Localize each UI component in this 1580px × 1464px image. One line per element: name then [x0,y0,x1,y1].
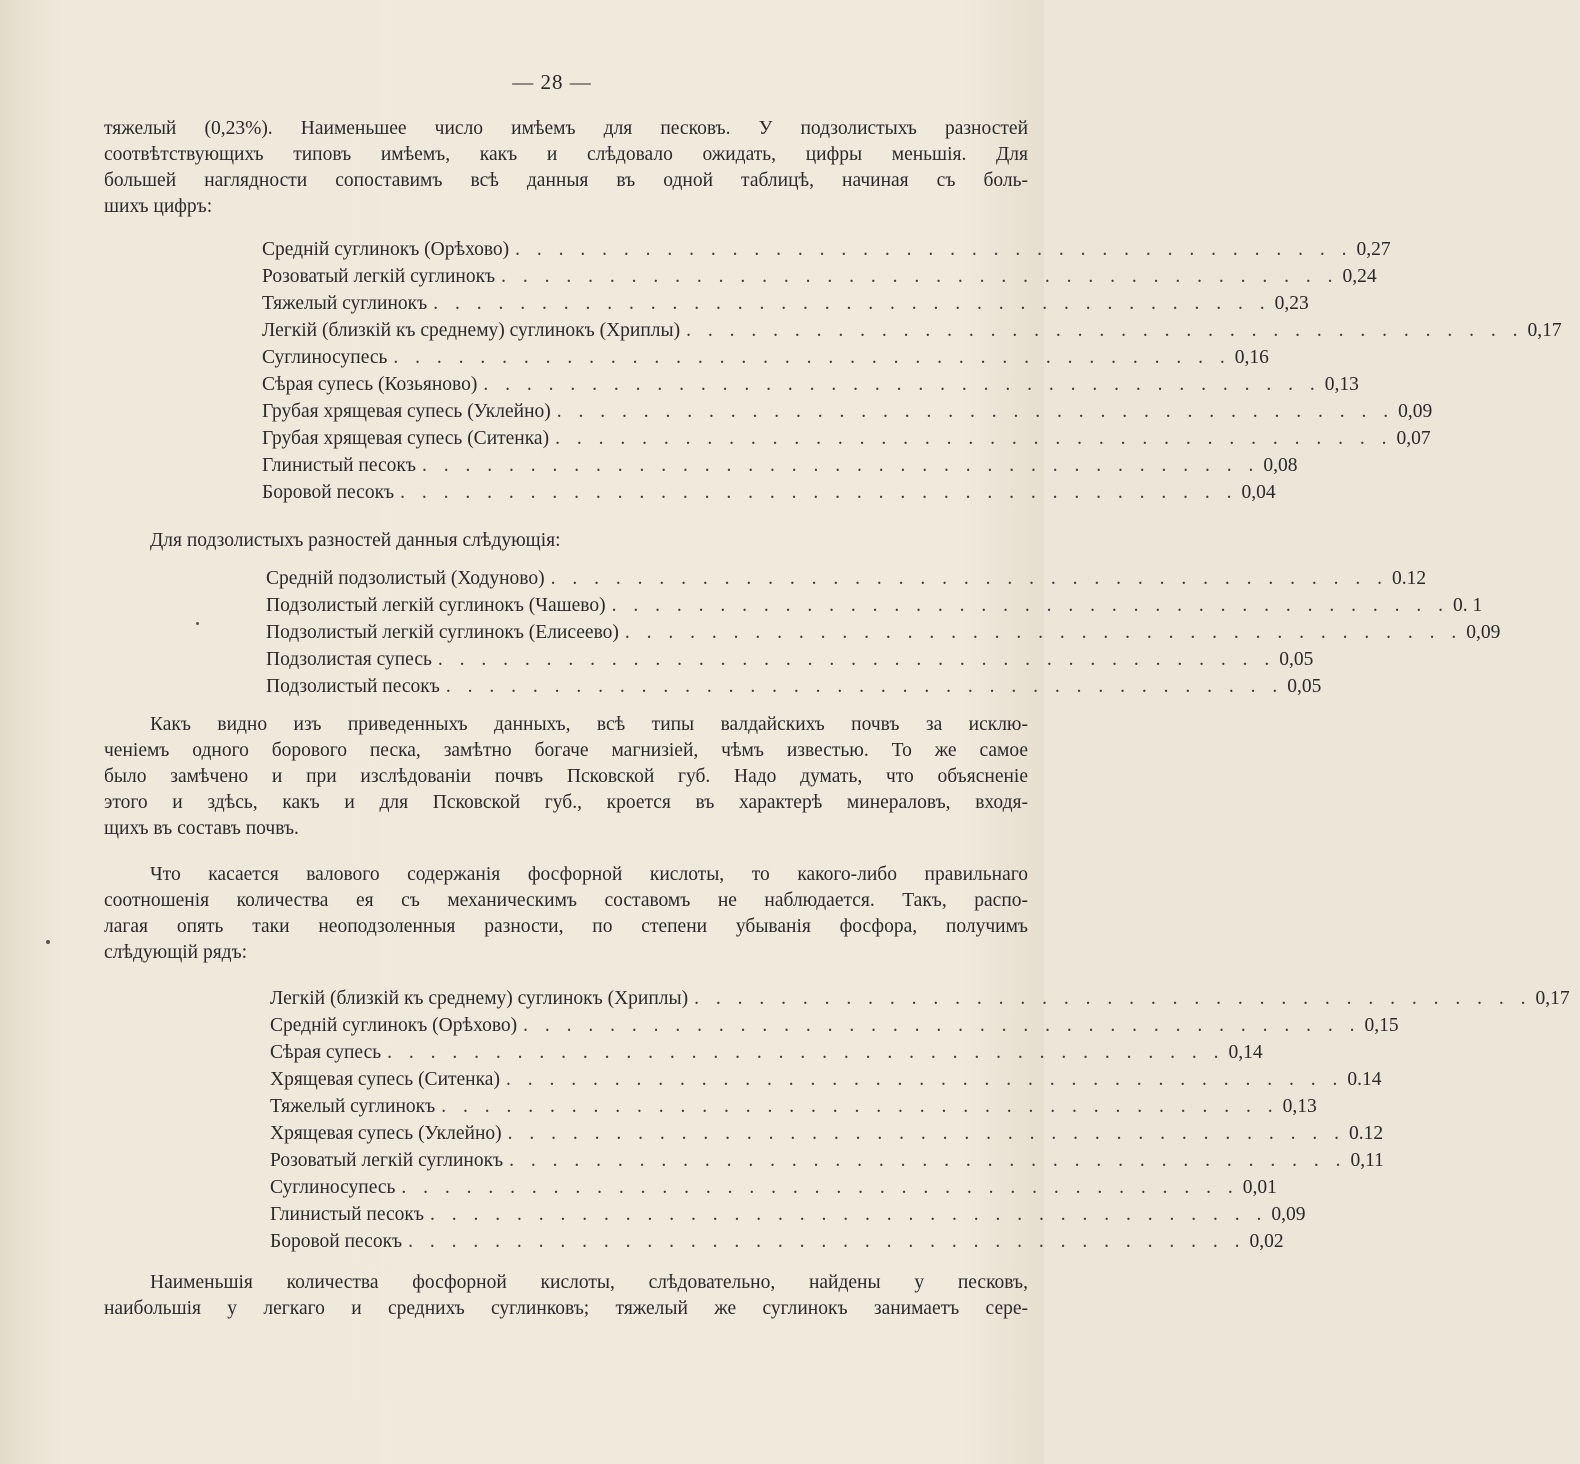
table-row [270,1228,1284,1255]
row-label: Тяжелый суглинокъ [270,1096,436,1117]
row-label: Боровой песокъ [262,482,395,503]
row-label: Подзолистый легкій суглинокъ (Елисеево) [266,622,619,643]
paragraph-5 [104,1270,1028,1322]
text-line: соотношенія количества ея съ механическимъ составомъ не наблюдается. Такъ, распо- [104,890,1028,911]
row-label: Грубая хрящевая супесь (Уклейно) [262,401,551,422]
dot-leader: . . . . . . . . . . . . . . . . . . . . . . . . . . . . . . . . . . . . . . . [509,1150,1347,1171]
row-value: 0,09 [1398,401,1433,422]
row-label: Розоватый легкій суглинокъ [270,1150,504,1171]
table-row [262,263,1377,290]
table-row [262,371,1359,398]
text-line: лагая опять таки неоподзоленныя разности, по степени убыванія фосфора, получимъ [104,916,1028,937]
text-line: большей наглядности сопоставимъ всѣ данныя въ одной таблицѣ, начиная съ боль- [104,170,1028,191]
row-label: Хрящевая супесь (Уклейно) [270,1123,502,1144]
row-value: 0,07 [1396,428,1431,449]
table-row [270,1039,1263,1066]
row-label: Подзолистый легкій суглинокъ (Чашево) [266,595,606,616]
row-value: 0,04 [1241,482,1276,503]
dot-leader: . . . . . . . . . . . . . . . . . . . . . . . . . . . . . . . . . . . . . . . [515,239,1353,260]
row-value: 0,01 [1242,1177,1277,1198]
row-label: Подзолистая супесь [266,649,432,670]
dot-leader: . . . . . . . . . . . . . . . . . . . . . . . . . . . . . . . . . . . . . . . [555,428,1393,449]
text-line: слѣдующій рядъ: [104,942,248,963]
table-row [262,452,1298,479]
row-label: Суглиносупесь [270,1177,396,1198]
table-row [266,619,1501,646]
dot-leader: . . . . . . . . . . . . . . . . . . . . . . . . . . . . . . . . . . . . . . . [483,374,1321,395]
table-row [270,1120,1384,1147]
row-value: 0. 1 [1452,595,1483,616]
print-speck [46,940,50,944]
dot-leader: . . . . . . . . . . . . . . . . . . . . . . . . . . . . . . . . . . . . . . . [400,482,1238,503]
dot-leader: . . . . . . . . . . . . . . . . . . . . . . . . . . . . . . . . . . . . . . . [437,649,1276,670]
text-line: было замѣчено и при изслѣдованіи почвъ Псковской губ. Надо думать, что объясненіе [104,766,1028,787]
dot-leader: . . . . . . . . . . . . . . . . . . . . . . . . . . . . . . . . . . . . . . . [505,1069,1344,1090]
table-phosphorus-values [270,985,1570,1255]
dot-leader: . . . . . . . . . . . . . . . . . . . . . . . . . . . . . . . . . . . . . . . [393,347,1231,368]
table-row [262,425,1431,452]
row-label: Легкій (близкій къ среднему) суглинокъ (Хриплы) [262,320,681,341]
dot-leader: . . . . . . . . . . . . . . . . . . . . . . . . . . . . . . . . . . . . . . . [694,988,1532,1009]
dot-leader: . . . . . . . . . . . . . . . . . . . . . . . . . . . . . . . . . . . . . . . [387,1042,1225,1063]
table-row [270,1147,1384,1174]
text-line: Какъ видно изъ приведенныхъ данныхъ, всѣ типы валдайскихъ почвъ за исклю- [150,714,1028,735]
table-row [270,1012,1399,1039]
dot-leader: . . . . . . . . . . . . . . . . . . . . . . . . . . . . . . . . . . . . . . . [441,1096,1279,1117]
dot-leader: . . . . . . . . . . . . . . . . . . . . . . . . . . . . . . . . . . . . . . . [408,1231,1246,1252]
text-line: ченіемъ одного борового песка, замѣтно богаче магнизіей, чѣмъ известью. То же самое [104,740,1028,761]
row-value: 0,02 [1249,1231,1284,1252]
row-label: Суглиносупесь [262,347,388,368]
dot-leader: . . . . . . . . . . . . . . . . . . . . . . . . . . . . . . . . . . . . . . . [686,320,1524,341]
table-row [270,1174,1277,1201]
table-row [262,317,1562,344]
text-line: Наименьшія количества фосфорной кислоты, слѣдовательно, найдены у песковъ, [150,1272,1028,1293]
table-row [270,1093,1317,1120]
table-podzol-values [266,565,1501,700]
text-line: щихъ въ составъ почвъ. [104,818,299,839]
row-value: 0.12 [1349,1123,1384,1144]
dot-leader: . . . . . . . . . . . . . . . . . . . . . . . . . . . . . . . . . . . . . . . [421,455,1260,476]
text-line: этого и здѣсь, какъ и для Псковской губ., кроется въ характерѣ минераловъ, входя- [104,792,1028,813]
text-line: Для подзолистыхъ разностей данныя слѣдующія: [150,530,561,551]
row-value: 0,16 [1234,347,1269,368]
row-label: Сѣрая супесь [270,1042,382,1063]
row-value: 0,27 [1356,239,1391,260]
row-value: 0,08 [1263,455,1298,476]
table-row [262,290,1309,317]
row-label: Розоватый легкій суглинокъ [262,266,496,287]
row-label: Тяжелый суглинокъ [262,293,428,314]
row-label: Средній суглинокъ (Орѣхово) [270,1015,518,1036]
table-row [262,236,1391,263]
row-value: 0.12 [1391,568,1427,589]
row-value: 0,23 [1274,293,1309,314]
dot-leader: . . . . . . . . . . . . . . . . . . . . . . . . . . . . . . . . . . . . . . . [611,595,1449,616]
row-label: Боровой песокъ [270,1231,403,1252]
row-label: Подзолистый песокъ [266,676,440,697]
dot-leader: . . . . . . . . . . . . . . . . . . . . . . . . . . . . . . . . . . . . . . . [556,401,1395,422]
table-row [266,646,1314,673]
table-row [266,673,1322,700]
row-value: 0.14 [1347,1069,1382,1090]
row-value: 0,09 [1271,1204,1306,1225]
row-label: Сѣрая супесь (Козьяново) [262,374,478,395]
row-label: Грубая хрящевая супесь (Ситенка) [262,428,550,449]
table-row [262,398,1433,425]
row-value: 0,05 [1279,649,1314,670]
text-line: Что касается валового содержанія фосфорной кислоты, то какого-либо правильнаго [150,864,1028,885]
row-label: Хрящевая супесь (Ситенка) [270,1069,500,1090]
dot-leader: . . . . . . . . . . . . . . . . . . . . . . . . . . . . . . . . . . . . . . . [507,1123,1346,1144]
table-row [270,1201,1306,1228]
dot-leader: . . . . . . . . . . . . . . . . . . . . . . . . . . . . . . . . . . . . . . . [445,676,1284,697]
paragraph-4 [104,862,1028,966]
paragraph-2 [150,528,850,554]
dot-leader: . . . . . . . . . . . . . . . . . . . . . . . . . . . . . . . . . . . . . . . [501,266,1339,287]
print-speck [196,622,199,625]
table-soil-values-1 [262,236,1562,506]
dot-leader: . . . . . . . . . . . . . . . . . . . . . . . . . . . . . . . . . . . . . . . [523,1015,1361,1036]
row-value: 0,15 [1364,1015,1399,1036]
paragraph-1 [104,116,1028,220]
row-value: 0,13 [1282,1096,1317,1117]
row-label: Глинистый песокъ [262,455,416,476]
row-value: 0,05 [1287,676,1322,697]
row-label: Средній суглинокъ (Орѣхово) [262,239,510,260]
row-value: 0,09 [1466,622,1501,643]
text-line: шихъ цифръ: [104,196,213,217]
dot-leader: . . . . . . . . . . . . . . . . . . . . . . . . . . . . . . . . . . . . . . . [429,1204,1268,1225]
row-label: Средній подзолистый (Ходуново) [266,568,545,589]
table-row [266,592,1483,619]
row-value: 0,24 [1342,266,1377,287]
row-value: 0,14 [1228,1042,1263,1063]
row-label: Глинистый песокъ [270,1204,424,1225]
dot-leader: . . . . . . . . . . . . . . . . . . . . . . . . . . . . . . . . . . . . . . . [550,568,1388,589]
page-number: — 28 — [512,70,592,94]
row-value: 0,13 [1324,374,1359,395]
table-row [266,565,1427,592]
text-line: тяжелый (0,23%). Наименьшее число имѣемъ для песковъ. У подзолистыхъ разностей [104,118,1028,139]
dot-leader: . . . . . . . . . . . . . . . . . . . . . . . . . . . . . . . . . . . . . . . [401,1177,1239,1198]
text-line: соотвѣтствующихъ типовъ имѣемъ, какъ и слѣдовало ожидать, цифры меньшія. Для [104,144,1028,165]
dot-leader: . . . . . . . . . . . . . . . . . . . . . . . . . . . . . . . . . . . . . . . [433,293,1271,314]
row-value: 0,17 [1535,988,1570,1009]
row-label: Легкій (близкій къ среднему) суглинокъ (Хриплы) [270,988,689,1009]
row-value: 0,17 [1527,320,1562,341]
text-line: наибольшія у легкаго и среднихъ суглинковъ; тяжелый же суглинокъ занимаетъ сере- [104,1298,1028,1319]
table-row [262,344,1269,371]
row-value: 0,11 [1350,1150,1384,1171]
table-row [270,985,1570,1012]
dot-leader: . . . . . . . . . . . . . . . . . . . . . . . . . . . . . . . . . . . . . . . [624,622,1463,643]
paragraph-3 [104,712,1028,842]
table-row [262,479,1276,506]
table-row [270,1066,1382,1093]
